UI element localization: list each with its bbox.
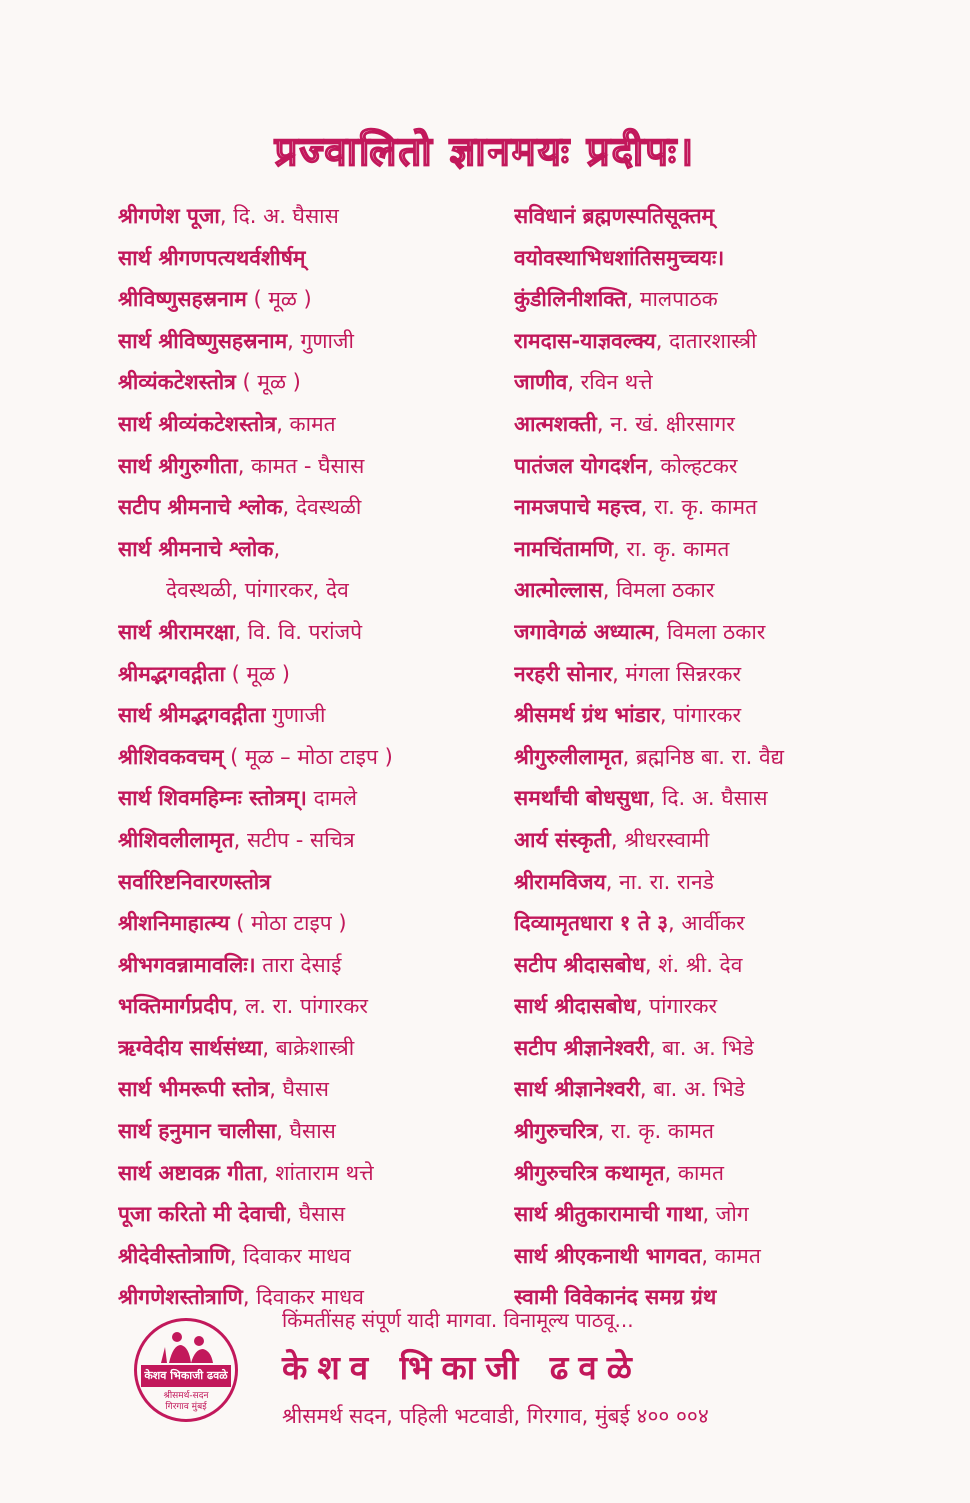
book-author: , बाक्रेशास्त्री (262, 1035, 355, 1060)
book-author: , शं. श्री. देव (644, 952, 743, 977)
book-title: श्रीगुरुचरित्र कथामृत (514, 1160, 665, 1185)
book-title: आत्मोल्लास (514, 578, 603, 603)
book-list-item (118, 656, 498, 698)
book-list-item (514, 572, 914, 614)
book-title: सार्थ श्रीरामरक्षा (118, 619, 235, 644)
book-list-item (514, 364, 914, 406)
book-author: , दि. अ. घैसास (648, 786, 768, 811)
book-list-item (118, 531, 498, 573)
book-list-item (118, 240, 498, 282)
book-title: सर्वारिष्टनिवारणस्तोत्र (118, 869, 271, 894)
right-book-list (514, 198, 914, 1321)
book-list-item (118, 198, 498, 240)
book-list-item (118, 988, 498, 1030)
book-title: सविधानं ब्रह्मणस्पतिसूक्तम् (514, 204, 715, 228)
book-list-item (118, 739, 498, 781)
book-author: , कामत (701, 1243, 761, 1268)
book-author: , आर्वीकर (668, 911, 745, 936)
book-list-item (118, 281, 498, 323)
book-title: जाणीव (514, 370, 568, 395)
book-list-item (514, 281, 914, 323)
book-author: , पांगारकर (659, 703, 742, 728)
book-author: , विमला ठकार (602, 578, 715, 603)
book-author: , दिवाकर माधव (242, 1285, 364, 1310)
book-author: ( मूळ – मोठा टाइप ) (223, 744, 393, 769)
book-list-item (514, 406, 914, 448)
book-author: , कामत (276, 411, 336, 436)
book-list-item (118, 572, 498, 614)
book-title: श्रीगणेशस्तोत्राणि (118, 1285, 243, 1310)
book-list-item (514, 780, 914, 822)
book-title: भक्तिमार्गप्रदीप (118, 994, 232, 1019)
book-list-item (118, 614, 498, 656)
book-list-item (118, 1238, 498, 1280)
book-title: श्रीगुरुचरित्र (514, 1119, 598, 1144)
book-list-item (514, 905, 914, 947)
book-title: सार्थ श्रीएकनाथी भागवत (514, 1243, 702, 1268)
book-list-item (118, 780, 498, 822)
book-title: जगावेगळं अध्यात्म (514, 619, 654, 644)
book-title: श्रीदेवीस्तोत्राणि (118, 1243, 230, 1268)
book-author: , शांताराम थत्ते (261, 1160, 374, 1185)
book-title: नामचिंतामणि (514, 536, 614, 561)
book-author: , सटीप - सचित्र (233, 827, 355, 852)
book-author: , रा. कृ. कामत (613, 536, 730, 561)
book-author: , विमला ठकार (653, 619, 766, 644)
book-author: , दि. अ. घैसास (219, 204, 339, 228)
book-title: श्रीसमर्थ ग्रंथ भांडार (514, 703, 660, 728)
book-title: श्रीभगवन्नामावलिः। (118, 952, 256, 977)
book-author: , (273, 536, 281, 561)
book-author: , रविन थत्ते (567, 370, 653, 395)
book-list-item (118, 864, 498, 906)
book-list-item (118, 323, 498, 365)
book-list-item (514, 614, 914, 656)
book-author: , देवस्थळी (282, 495, 362, 520)
book-title: सटीप श्रीदासबोध (514, 952, 645, 977)
book-author: , गुणाजी (287, 328, 354, 353)
book-title: सार्थ श्रीगुरुगीता (118, 453, 238, 478)
book-title: श्रीगुरुलीलामृत (514, 744, 623, 769)
book-title: सार्थ हनुमान चालीसा (118, 1119, 277, 1144)
book-list-item (514, 988, 914, 1030)
book-list-item (118, 697, 498, 739)
book-author: , कोल्हटकर (647, 453, 738, 478)
book-author: देवस्थळी, पांगारकर, देव (166, 578, 349, 603)
logo-subtext-line1: श्रीसमर्थ-सदन (163, 1391, 209, 1401)
book-title: ऋग्वेदीय सार्थसंध्या (118, 1035, 263, 1060)
publisher-address: श्रीसमर्थ सदन, पहिली भटवाडी, गिरगाव, मुंबई ४०० ००४ (282, 1404, 709, 1428)
book-list-item (514, 198, 914, 240)
book-title: नरहरी सोनार (514, 661, 613, 686)
book-list-item (118, 364, 498, 406)
book-title: वयोवस्थाभिधशांतिसमुच्चयः। (514, 245, 725, 270)
book-list-item (118, 947, 498, 989)
book-title: सार्थ श्रीतुकारामाची गाथा (514, 1202, 703, 1227)
book-title: सार्थ श्रीमनाचे श्लोक (118, 536, 274, 561)
book-title: स्वामी विवेकानंद समग्र ग्रंथ (514, 1285, 717, 1310)
book-title: सार्थ अष्टावक्र गीता (118, 1160, 262, 1185)
book-list-item (514, 864, 914, 906)
book-title: सार्थ श्रीदासबोध (514, 994, 636, 1019)
book-title: श्रीविष्णुसहस्रनाम (118, 287, 247, 312)
book-author: , ल. रा. पांगारकर (231, 994, 368, 1019)
book-title: समर्थांची बोधसुधा (514, 786, 649, 811)
book-list-item (514, 656, 914, 698)
logo-band-text: केशव भिकाजी ढवळे (141, 1365, 231, 1387)
publisher-name: केशव भिकाजी ढवळे (282, 1348, 642, 1387)
book-list-item (514, 1155, 914, 1197)
book-author: , घैसास (269, 1077, 329, 1102)
book-author: दामले (306, 786, 357, 811)
book-list-item (514, 947, 914, 989)
publisher-logo (134, 1318, 238, 1422)
book-title: श्रीशिवकवचम् (118, 744, 224, 769)
book-list-item (514, 697, 914, 739)
book-title: आर्य संस्कृती (514, 827, 611, 852)
book-list-item (118, 905, 498, 947)
book-title: सटीप श्रीज्ञानेश्वरी (514, 1035, 649, 1060)
book-list-item (118, 1196, 498, 1238)
catalog-note: किंमतींसह संपूर्ण यादी मागवा. विनामूल्य पाठवू... (282, 1308, 634, 1332)
book-title: श्रीरामविजय (514, 869, 606, 894)
book-list-item (514, 240, 914, 282)
page-heading: प्रज्वालितो ज्ञानमयः प्रदीपः। (274, 129, 696, 175)
book-list-item (514, 1238, 914, 1280)
book-title: श्रीमद्भगवद्गीता (118, 661, 225, 686)
book-list-item (118, 489, 498, 531)
book-author: , ना. रा. रानडे (605, 869, 714, 894)
book-title: सार्थ श्रीव्यंकटेशस्तोत्र (118, 411, 277, 436)
book-author: , मालपाठक (626, 287, 718, 312)
book-list-item (514, 1030, 914, 1072)
book-list-item (514, 531, 914, 573)
book-author: , श्रीधरस्वामी (610, 827, 710, 852)
book-title: कुंडीलिनीशक्ति (514, 287, 627, 312)
book-author: ( मूळ ) (224, 661, 290, 686)
book-title: श्रीशिवलीलामृत (118, 827, 234, 852)
book-author: , रा. कृ. कामत (597, 1119, 714, 1144)
book-author: तारा देसाई (255, 952, 342, 977)
book-author: , घैसास (276, 1119, 336, 1144)
book-author: ( मूळ ) (246, 287, 312, 312)
book-title: आत्मशक्ती (514, 411, 597, 436)
book-title: सार्थ शिवमहिम्नः स्तोत्रम्। (118, 786, 307, 811)
book-author: , बा. अ. भिडे (639, 1077, 745, 1102)
book-author: ( मूळ ) (235, 370, 301, 395)
book-list-item (514, 1113, 914, 1155)
book-title: सार्थ श्रीमद्भगवद्गीता (118, 703, 266, 728)
book-list-item (118, 406, 498, 448)
book-list-item (514, 1196, 914, 1238)
book-author: , वि. वि. परांजपे (234, 619, 363, 644)
book-list-item (514, 489, 914, 531)
book-author: , ब्रह्मनिष्ठ बा. रा. वैद्य (622, 744, 784, 769)
book-title: रामदास-याज्ञवल्क्य (514, 328, 656, 353)
book-list-item (514, 448, 914, 490)
book-author: , दातारशास्त्री (655, 328, 757, 353)
book-author: , न. खं. क्षीरसागर (596, 411, 735, 436)
book-list-item (118, 448, 498, 490)
book-list-item (514, 739, 914, 781)
book-author: गुणाजी (265, 703, 326, 728)
book-author: , घैसास (285, 1202, 346, 1227)
book-title: सार्थ श्रीविष्णुसहस्रनाम (118, 328, 288, 353)
logo-subtext-line2: गिरगाव मुंबई (165, 1402, 207, 1412)
book-title: सार्थ भीमरूपी स्तोत्र (118, 1077, 270, 1102)
publisher-figure-icon (155, 1327, 219, 1365)
book-author: , बा. अ. भिडे (648, 1035, 754, 1060)
left-book-list (118, 198, 498, 1321)
book-title: सटीप श्रीमनाचे श्लोक (118, 495, 283, 520)
book-list-item (514, 822, 914, 864)
book-title: पातंजल योगदर्शन (514, 453, 647, 478)
book-author: , पांगारकर (635, 994, 718, 1019)
book-title: श्रीशनिमाहात्म्य (118, 911, 230, 936)
book-title: पूजा करितो मी देवाची (118, 1202, 286, 1227)
book-author: , कामत (664, 1160, 724, 1185)
book-list-item (118, 822, 498, 864)
book-list-item (118, 1071, 498, 1113)
book-author: ( मोठा टाइप ) (229, 911, 347, 936)
book-list-item (118, 1155, 498, 1197)
book-author: , कामत - घैसास (237, 453, 365, 478)
book-title: दिव्यामृतधारा १ ते ३ (514, 911, 669, 936)
book-author: , दिवाकर माधव (229, 1243, 351, 1268)
logo-subtext (137, 1391, 235, 1413)
book-title: सार्थ श्रीज्ञानेश्वरी (514, 1077, 640, 1102)
book-author: , जोग (702, 1202, 749, 1227)
book-title: नामजपाचे महत्त्व (514, 495, 641, 520)
book-list-item (514, 323, 914, 365)
book-title: सार्थ श्रीगणपत्यथर्वशीर्षम् (118, 245, 306, 270)
book-list-item (514, 1071, 914, 1113)
book-list-item (118, 1030, 498, 1072)
book-title: श्रीगणेश पूजा (118, 204, 220, 228)
book-author: , रा. कृ. कामत (640, 495, 758, 520)
book-author: , मंगला सिन्नरकर (612, 661, 742, 686)
book-title: श्रीव्यंकटेशस्तोत्र (118, 370, 236, 395)
book-list-item (118, 1113, 498, 1155)
